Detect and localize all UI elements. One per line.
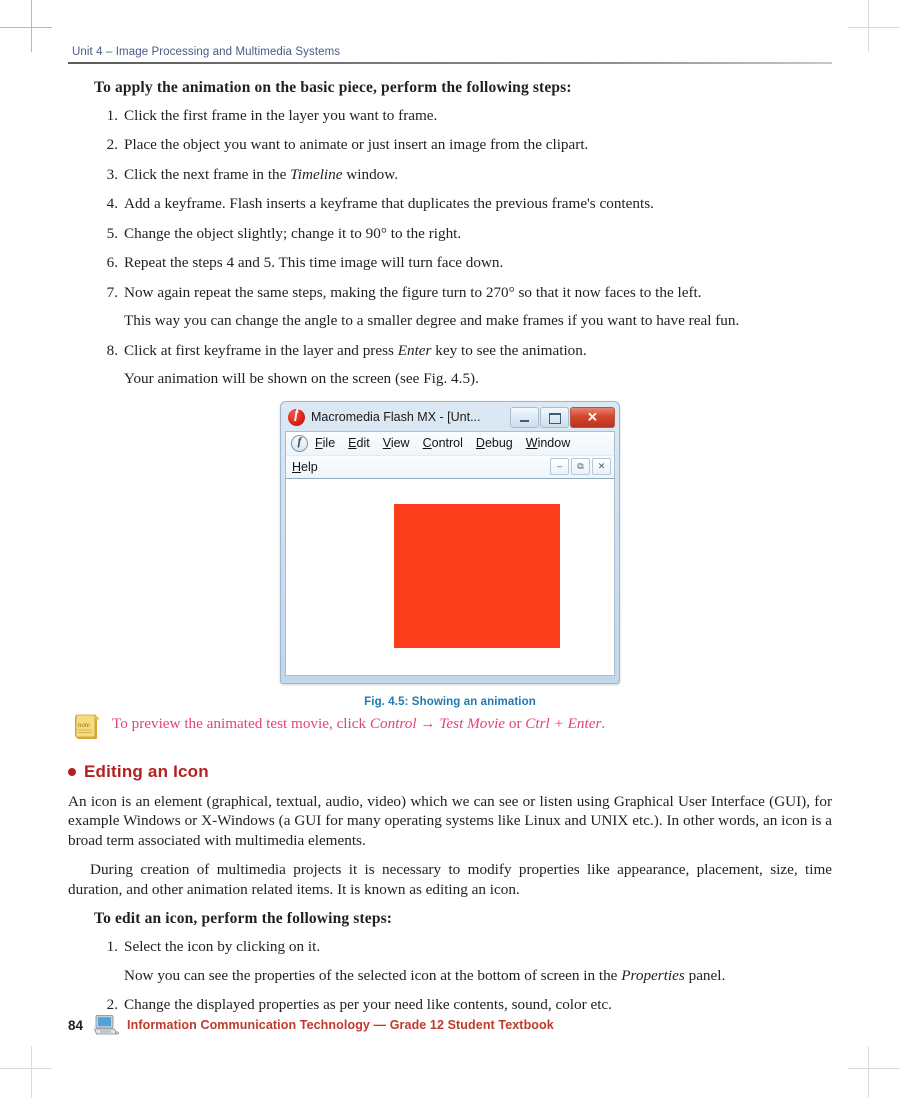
step-text: Repeat the steps 4 and 5. This time image will turn face down. <box>124 254 504 272</box>
note-pre: To preview the animated test movie, click <box>112 714 370 732</box>
flash-stage-canvas[interactable] <box>285 478 615 676</box>
flash-logo-icon <box>288 409 305 426</box>
page-number: 84 <box>68 1017 84 1033</box>
list-item <box>68 283 832 331</box>
menu-bar-row-2 <box>286 455 614 478</box>
crop-mark-bottom-left-horizontal <box>0 1068 52 1069</box>
menu-item-help[interactable]: Help <box>292 459 318 474</box>
step-cont-pre: Now you can see the properties of the selected icon at the bottom of screen in the <box>124 966 622 984</box>
close-icon: ✕ <box>587 409 598 425</box>
window-title: Macromedia Flash MX - [Unt... <box>311 410 481 425</box>
list-item <box>68 253 832 272</box>
crop-mark-bottom-right-vertical <box>868 1046 869 1098</box>
header-rule <box>68 62 832 64</box>
mdi-document-icon[interactable] <box>291 435 308 452</box>
list-item <box>68 165 832 184</box>
note-menu-path-test-movie: Test Movie <box>439 714 506 732</box>
bullet-icon <box>68 768 76 776</box>
animation-lead-in: To apply the animation on the basic piece, perform the following steps: <box>94 79 572 96</box>
mdi-restore-button[interactable]: ⧉ <box>571 458 590 475</box>
maximize-icon <box>549 413 561 424</box>
step-text: Select the icon by clicking on it. <box>124 938 321 956</box>
step-text: Change the displayed properties as per your need like contents, sound, color etc. <box>124 996 612 1014</box>
paragraph-icon-editing: During creation of multimedia projects it is necessary to modify properties like appearance, placement, size, time duration, and other animation related items. It is known as editing an icon. <box>68 860 832 898</box>
step-text: Place the object you want to animate or just insert an image from the clipart. <box>124 136 589 154</box>
computer-icon <box>93 1014 119 1036</box>
animated-rectangle-shape[interactable] <box>394 504 560 648</box>
page-title: Editing an Icon <box>84 761 209 781</box>
note-menu-path-control: Control <box>369 714 417 732</box>
figure-caption: Fig. 4.5: Showing an animation <box>364 695 536 708</box>
sticky-note-icon <box>72 714 100 742</box>
mdi-close-button[interactable]: ✕ <box>592 458 611 475</box>
step-cont-post: panel. <box>684 966 726 984</box>
note-text <box>112 714 832 734</box>
menu-item-window[interactable]: Window <box>525 436 571 451</box>
step-text-pre: Click the next frame in the <box>124 165 291 183</box>
step-text-emphasis: Enter <box>397 341 432 359</box>
crop-mark-bottom-left-vertical <box>31 1046 32 1098</box>
footer-title: Information Communication Technology — Grade 12 Student Textbook <box>127 1018 554 1032</box>
list-item <box>68 194 832 213</box>
icon-steps-lead-in: To edit an icon, perform the following steps: <box>94 910 393 928</box>
step-number: 1. <box>106 107 118 124</box>
crop-mark-top-right-vertical <box>868 0 869 52</box>
list-item <box>68 224 832 243</box>
page-footer <box>68 1014 554 1036</box>
flash-mx-window <box>280 401 620 684</box>
step-continuation <box>124 966 832 985</box>
step-number: 2. <box>106 136 118 154</box>
step-text-emphasis: Timeline <box>290 165 343 183</box>
mdi-window-controls <box>548 458 614 475</box>
window-title-bar <box>285 405 615 430</box>
menu-item-file[interactable]: File <box>315 436 336 451</box>
menu-item-control[interactable]: Control <box>422 436 463 451</box>
step-text-pre: Click at first keyframe in the layer and press <box>124 341 398 359</box>
note-arrow: → <box>416 714 440 732</box>
step-text: Change the object slightly; change it to 90° to the right. <box>124 224 462 242</box>
mdi-minimize-button[interactable]: – <box>550 458 569 475</box>
window-controls <box>509 407 615 428</box>
close-button[interactable] <box>570 407 615 428</box>
step-cont-emphasis: Properties <box>621 966 685 984</box>
step-text-post: window. <box>342 165 399 183</box>
step-continuation: Your animation will be shown on the screen (see Fig. 4.5). <box>124 370 479 388</box>
step-number: 7. <box>106 283 118 301</box>
list-item <box>68 341 832 389</box>
crop-mark-top-left-horizontal <box>0 27 52 28</box>
step-text: Add a keyframe. Flash inserts a keyframe that duplicates the previous frame's contents. <box>124 195 654 213</box>
figure-container <box>68 401 832 684</box>
page-content <box>68 46 832 1036</box>
note-mid: or <box>505 714 526 732</box>
step-text-post: key to see the animation. <box>431 341 587 359</box>
icon-steps-list <box>68 937 832 1014</box>
paragraph-icon-definition: An icon is an element (graphical, textual, audio, video) which we can see or listen using Graphical User Interface (GUI), for example Windows or X-Windows (a GUI for many operating systems like Linux and UNIX etc.). In other words, an icon is a broad term associated with multimedia elements. <box>68 792 832 850</box>
crop-mark-bottom-right-horizontal <box>848 1068 900 1069</box>
list-item <box>68 995 832 1014</box>
step-text: Click the first frame in the layer you want to frame. <box>124 107 438 124</box>
section-heading-editing-an-icon <box>68 762 832 782</box>
list-item <box>68 135 832 154</box>
step-number: 2. <box>106 996 118 1014</box>
note-callout <box>68 714 832 744</box>
step-continuation: This way you can change the angle to a smaller degree and make frames if you want to have real fun. <box>124 312 740 330</box>
menu-item-debug[interactable]: Debug <box>475 436 513 451</box>
animation-steps-list <box>68 106 832 389</box>
note-end: . <box>601 714 606 732</box>
step-text: Now again repeat the same steps, making the figure turn to 270° so that it now faces to the left. <box>124 283 702 301</box>
note-shortcut: Ctrl + Enter <box>525 714 602 732</box>
minimize-icon <box>520 420 529 422</box>
menu-bar-row-1 <box>286 432 614 455</box>
step-number: 5. <box>106 224 118 242</box>
crop-mark-top-left-vertical <box>31 0 32 52</box>
step-number: 6. <box>106 254 118 272</box>
minimize-button[interactable] <box>510 407 539 428</box>
menu-item-edit[interactable]: Edit <box>348 436 370 451</box>
maximize-button[interactable] <box>540 407 569 428</box>
step-number: 8. <box>106 341 118 359</box>
menu-item-view[interactable]: View <box>382 436 410 451</box>
step-number: 3. <box>106 165 118 183</box>
list-item <box>68 106 832 125</box>
window-menu-area <box>285 431 615 478</box>
running-header: Unit 4 – Image Processing and Multimedia Systems <box>72 46 341 58</box>
list-item <box>68 937 832 985</box>
step-number: 1. <box>106 938 118 956</box>
step-number: 4. <box>106 195 118 213</box>
crop-mark-top-right-horizontal <box>848 27 900 28</box>
svg-text:note: note <box>77 720 91 729</box>
